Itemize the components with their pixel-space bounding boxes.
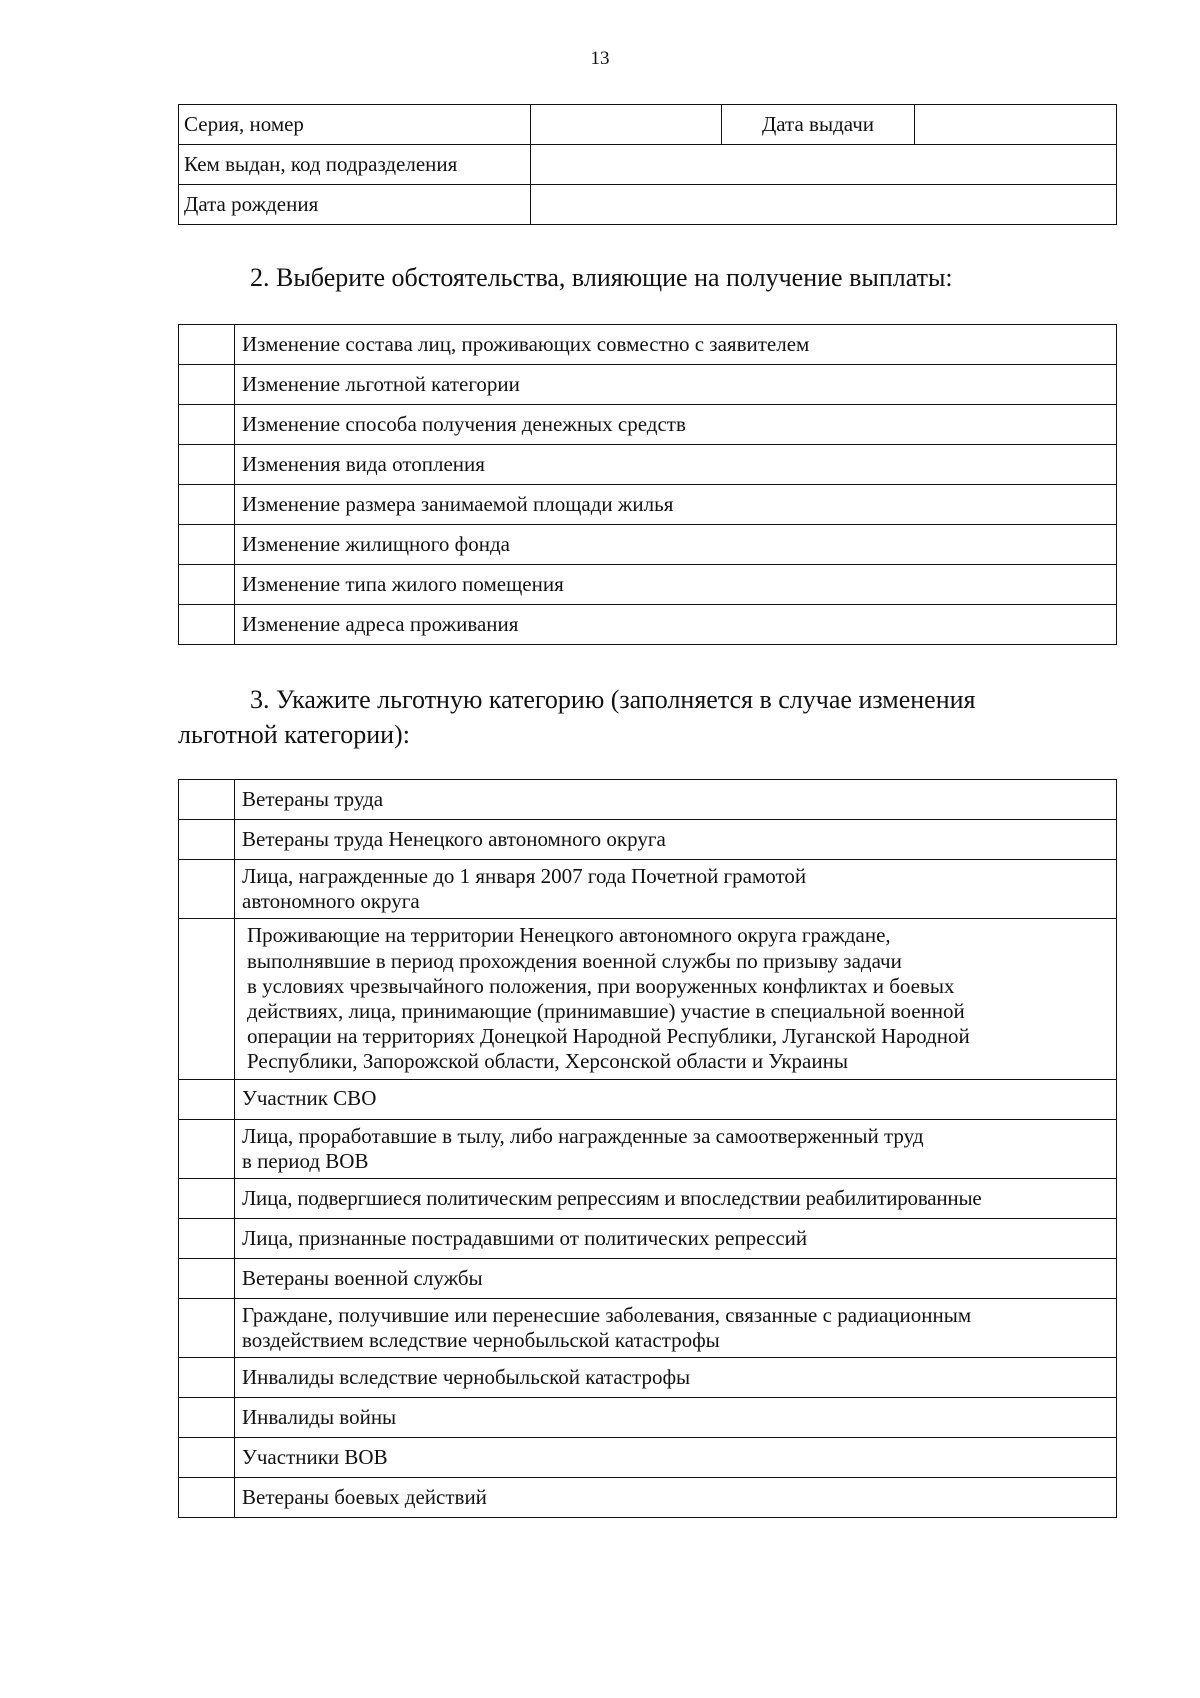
option-label: Ветераны труда [235, 780, 1117, 820]
option-label: Лица, подвергшиеся политическим репрессиям и впоследствии реабилитированные [235, 1178, 1117, 1218]
option-label [235, 1119, 1117, 1178]
table-row [179, 820, 1117, 860]
option-label: Изменение типа жилого помещения [235, 565, 1117, 605]
checkbox-cell[interactable] [179, 525, 235, 565]
issue-date-label: Дата выдачи [722, 105, 915, 145]
option-label: Изменения вида отопления [235, 445, 1117, 485]
option-label-line: Граждане, получившие или перенесшие заболевания, связанные с радиационным [242, 1302, 972, 1327]
table-row [179, 365, 1117, 405]
series-number-field[interactable] [531, 105, 722, 145]
checkbox-cell[interactable] [179, 1298, 235, 1357]
option-label: Изменение жилищного фонда [235, 525, 1117, 565]
issued-by-field[interactable] [531, 145, 1117, 185]
checkbox-cell[interactable] [179, 1438, 235, 1478]
option-label-line: операции на территориях Донецкой Народной Республики, Луганской Народной [247, 1024, 970, 1049]
checkbox-cell[interactable] [179, 605, 235, 645]
checkbox-cell[interactable] [179, 1218, 235, 1258]
passport-table [178, 104, 1117, 225]
option-label: Изменение способа получения денежных средств [235, 405, 1117, 445]
table-row [179, 1298, 1117, 1357]
table-row [179, 919, 1117, 1079]
checkbox-cell[interactable] [179, 1178, 235, 1218]
issued-by-label: Кем выдан, код подразделения [179, 145, 531, 185]
table-row [179, 1258, 1117, 1298]
option-label-line: Проживающие на территории Ненецкого автономного округа граждане, [247, 923, 891, 948]
table-row [179, 1478, 1117, 1518]
checkbox-cell[interactable] [179, 860, 235, 919]
option-label-line: в период ВОВ [242, 1148, 369, 1173]
option-label [235, 1298, 1117, 1357]
option-label: Ветераны боевых действий [235, 1478, 1117, 1518]
option-label: Изменение адреса проживания [235, 605, 1117, 645]
table-row [179, 485, 1117, 525]
table-row [179, 445, 1117, 485]
table-row [179, 1438, 1117, 1478]
table-row [179, 525, 1117, 565]
option-label: Изменение размера занимаемой площади жилья [235, 485, 1117, 525]
checkbox-cell[interactable] [179, 565, 235, 605]
table-row [179, 605, 1117, 645]
issue-date-field[interactable] [915, 105, 1117, 145]
section2-heading: 2. Выберите обстоятельства, влияющие на получение выплаты: [250, 263, 953, 292]
option-label: Участники ВОВ [235, 1438, 1117, 1478]
series-number-label: Серия, номер [179, 105, 531, 145]
option-label-line: действиях, лица, принимающие (принимавшие) участие в специальной военной [247, 998, 965, 1023]
option-label: Инвалиды войны [235, 1398, 1117, 1438]
checkbox-cell[interactable] [179, 445, 235, 485]
checkbox-cell[interactable] [179, 919, 235, 1079]
section3-heading-line1: 3. Укажите льготную категорию (заполняется в случае изменения [250, 685, 976, 714]
option-label: Лица, признанные пострадавшими от политических репрессий [235, 1218, 1117, 1258]
option-label: Ветераны труда Ненецкого автономного округа [235, 820, 1117, 860]
section3-heading [178, 682, 1116, 752]
birth-date-field[interactable] [531, 185, 1117, 225]
table-row [179, 1079, 1117, 1119]
table-row [179, 860, 1117, 919]
option-label-line: Лица, награжденные до 1 января 2007 года Почетной грамотой [242, 864, 807, 888]
option-label: Изменение льготной категории [235, 365, 1117, 405]
option-label: Изменение состава лиц, проживающих совместно с заявителем [235, 325, 1117, 365]
table-row [179, 1358, 1117, 1398]
checkbox-cell[interactable] [179, 325, 235, 365]
option-label: Инвалиды вследствие чернобыльской катастрофы [235, 1358, 1117, 1398]
checkbox-cell[interactable] [179, 1119, 235, 1178]
option-label [235, 919, 1117, 1079]
table-row [179, 565, 1117, 605]
option-label: Ветераны военной службы [235, 1258, 1117, 1298]
table-row [179, 405, 1117, 445]
option-label-line: в условиях чрезвычайного положения, при вооруженных конфликтах и боевых [247, 973, 955, 998]
checkbox-cell[interactable] [179, 1398, 235, 1438]
birth-date-label: Дата рождения [179, 185, 531, 225]
checkbox-cell[interactable] [179, 780, 235, 820]
table-row [179, 1178, 1117, 1218]
section3-heading-line2: льготной категории): [178, 720, 410, 750]
checkbox-cell[interactable] [179, 365, 235, 405]
table-row [179, 1119, 1117, 1178]
checkbox-cell[interactable] [179, 1478, 235, 1518]
option-label: Участник СВО [235, 1079, 1117, 1119]
checkbox-cell[interactable] [179, 1079, 235, 1119]
checkbox-cell[interactable] [179, 1358, 235, 1398]
circumstances-table [178, 324, 1117, 645]
table-row [179, 325, 1117, 365]
option-label-line: выполнявшие в период прохождения военной службы по призыву задачи [247, 948, 902, 973]
checkbox-cell[interactable] [179, 820, 235, 860]
option-label [235, 860, 1117, 919]
table-row [179, 1398, 1117, 1438]
checkbox-cell[interactable] [179, 405, 235, 445]
table-row [179, 780, 1117, 820]
option-label-line: Республики, Запорожской области, Херсонской области и Украины [247, 1049, 848, 1074]
page-number: 13 [590, 48, 610, 69]
categories-table [178, 779, 1117, 1518]
option-label-line: Лица, проработавшие в тылу, либо награжденные за самоотверженный труд [242, 1123, 924, 1148]
checkbox-cell[interactable] [179, 1258, 235, 1298]
option-label-line: автономного округа [242, 889, 420, 914]
table-row [179, 1218, 1117, 1258]
checkbox-cell[interactable] [179, 485, 235, 525]
option-label-line: воздействием вследствие чернобыльской катастрофы [242, 1328, 720, 1353]
